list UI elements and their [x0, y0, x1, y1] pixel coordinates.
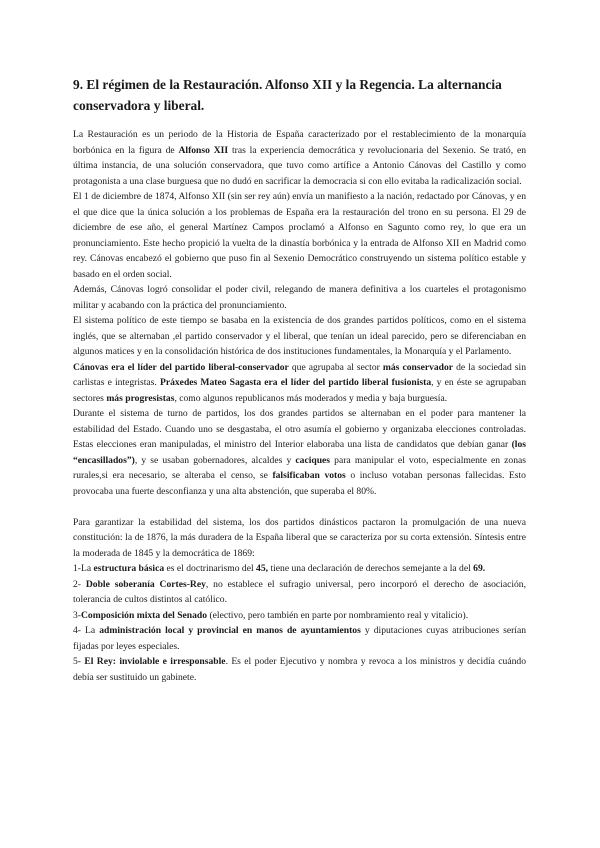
list-item: 5- El Rey: inviolable e irresponsable. Es el poder Ejecutivo y nombra y revoca a los ministros y decidía cuándo debía ser sustituido un gabinete.	[73, 656, 526, 683]
paragraph-constitucion: Para garantizar la estabilidad del sistema, los dos partidos dinásticos pactaron la promulgación de una nueva constitución: la de 1876, la más duradera de la España liberal que se caracteriza por su corta extensión. Síntesis entre la moderada de 1845 y la democrática de 1869:	[73, 516, 526, 559]
paragraph-turno: Durante el sistema de turno de partidos, los dos grandes partidos se alternaban en el poder para mantener la estabilidad del Estado. Cuando uno se desgastaba, el otro asumía el gobierno y organizaba elecciones controladas. Estas elecciones eran manipuladas, el ministro del Interior elaboraba una lista de candidatos que debían ganar (los “encasillados”), y se usaban gobernadores, alcaldes y caciques para manipular el voto, especialmente en zonas rurales,si era necesario, se alteraba el censo, se falsificaban votos o incluso votaban personas fallecidas. Esto provocaba una fuerte desconfianza y una alta abstención, que superaba el 80%.	[73, 408, 526, 497]
document-body	[73, 127, 526, 685]
list-item: 3-Composición mixta del Senado (electivo, pero también en parte por nombramiento real y vitalicio).	[73, 609, 469, 621]
page-title: 9. El régimen de la Restauración. Alfonso XII y la Regencia. La alternancia conservadora y liberal.	[73, 77, 502, 113]
paragraph-partidos: Cánovas era el líder del partido liberal-conservador que agrupaba al sector más conservador de la sociedad sin carlistas e integristas. Práxedes Mateo Sagasta era el líder del partido liberal fusionista, y en éste se agrupaban sectores más progresistas, como algunos republicanos más moderados y media y baja burguesía.	[73, 361, 526, 404]
list-item: 4- La administración local y provincial en manos de ayuntamientos y diputaciones cuyas atribuciones serían fijadas por leyes especiales.	[73, 625, 527, 652]
paragraph-manifiesto: El 1 de diciembre de 1874, Alfonso XII (sin ser rey aún) envía un manifiesto a la nación, redactado por Cánovas, y en el que dice que la única solución a los problemas de España era la restauración del trono en su persona. El 29 de diciembre de ese año, el general Martínez Campos proclamó a Alfonso en Sagunto como rey, lo que era un pronunciamiento. Este hecho propició la vuelta de la dinastía borbónica y la entrada de Alfonso XII en Madrid como rey. Cánovas encabezó el gobierno que puso fin al Sexenio Democrático construyendo un sistema político estable y basado en el orden social.	[73, 191, 526, 280]
paragraph-intro: La Restauración es un periodo de la Historia de España caracterizado por el restablecimiento de la monarquía borbónica en la figura de Alfonso XII tras la experiencia democrática y revolucionaria del Sexenio. Se trató, en última instancia, de una solución conservadora, que tuvo como artífice a Antonio Cánovas del Castillo y como protagonista a una clase burguesa que no dudó en sacrificar la democracia si con ello evitaba la radicalización social.	[73, 129, 527, 187]
paragraph-poder-civil: Además, Cánovas logró consolidar el poder civil, relegando de manera definitiva a los cuarteles el protagonismo militar y acabando con la práctica del pronunciamiento.	[73, 284, 526, 311]
paragraph-sistema-politico: El sistema político de este tiempo se basaba en la existencia de dos grandes partidos políticos, como en el sistema inglés, que se alternaban ,el partido conservador y el liberal, que tenían un ideal parecido, pero se diferenciaban en algunos matices y en la consolidación histórica de dos instituciones fundamentales, la Monarquía y el Parlamento.	[73, 315, 526, 357]
list-item: 1-La estructura básica es el doctrinarismo del 45, tiene una declaración de derechos semejante a la del 69.	[73, 563, 486, 574]
list-item: 2- Doble soberanía Cortes-Rey, no establece el sufragio universal, pero incorporó el derecho de asociación, tolerancia de cultos distintos al católico.	[73, 578, 526, 605]
